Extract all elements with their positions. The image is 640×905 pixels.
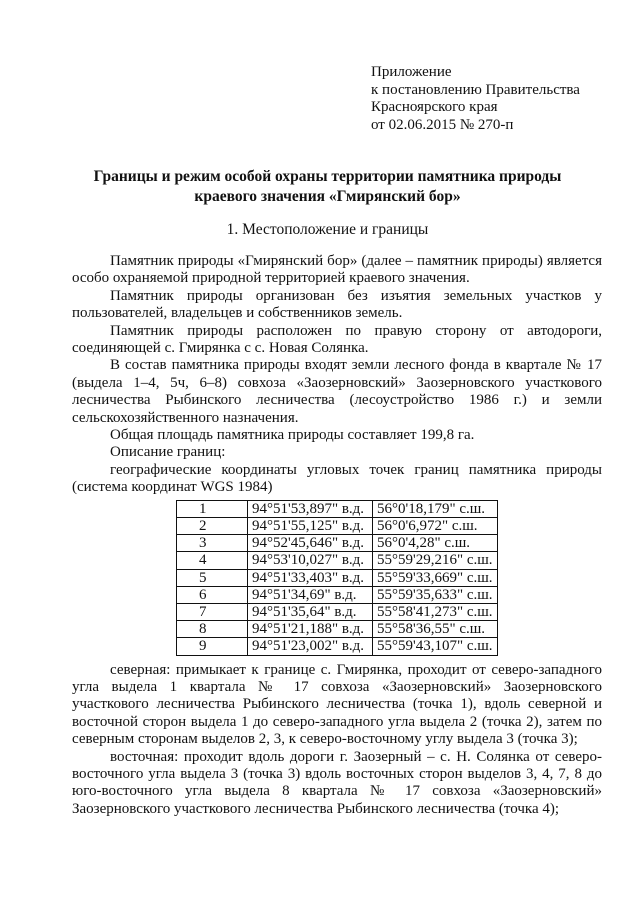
paragraph: В состав памятника природы входят земли лесного фонда в квартале № 17 (выдела 1–4, 5ч, 6–8) совхоза «Заозерновский» Заозерновского участкового лесничества Рыбинского лесничества (лесоустройство 1986 г.) и земли сельскохозяйственного назначения. — [72, 357, 602, 426]
point-number: 5 — [177, 569, 248, 586]
table-row — [177, 586, 498, 603]
longitude-cell: 94°52'45,646" в.д. — [248, 535, 373, 552]
point-number: 7 — [177, 603, 248, 620]
longitude-cell: 94°51'35,64" в.д. — [248, 603, 373, 620]
longitude-cell: 94°53'10,027" в.д. — [248, 552, 373, 569]
paragraph: Общая площадь памятника природы составляет 199,8 га. — [110, 427, 475, 444]
table-row — [177, 552, 498, 569]
point-number: 6 — [177, 586, 248, 603]
table-row — [177, 569, 498, 586]
point-number: 4 — [177, 552, 248, 569]
longitude-cell: 94°51'21,188" в.д. — [248, 621, 373, 638]
document-title-line: Границы и режим особой охраны территории памятника природы — [93, 168, 562, 185]
latitude-cell: 56°0'6,972" с.ш. — [373, 517, 498, 534]
point-number: 2 — [177, 517, 248, 534]
point-number: 8 — [177, 621, 248, 638]
section-title: 1. Местоположение и границы — [226, 221, 429, 238]
boundary-north: северная: примыкает к границе с. Гмирянка, проходит от северо-западного угла выдела 1 квартала № 17 совхоза «Заозерновский» Заозерновского участкового лесничества Рыбинского лесничества (точка 1), вдоль северной и восточной сторон выдела 1 до северо-западного угла выдела 2 (точка 2), затем по северным сторонам выделов 2, 3, к северо-восточному углу выдела 3 (точка 3); — [72, 661, 602, 748]
table-row — [177, 621, 498, 638]
table-row — [177, 517, 498, 534]
appendix-line: к постановлению Правительства — [371, 81, 580, 98]
point-number: 9 — [177, 638, 248, 655]
paragraph: Памятник природы организован без изъятия земельных участков у пользователей, владельцев и собственников земель. — [72, 287, 602, 322]
longitude-cell: 94°51'55,125" в.д. — [248, 517, 373, 534]
paragraph: географические координаты угловых точек границ памятника природы (система координат WGS 1984) — [72, 461, 602, 496]
boundary-east: восточная: проходит вдоль дороги г. Заозерный – с. Н. Солянка от северо-восточного угла выдела 3 (точка 3) вдоль восточных сторон выделов 3, 4, 7, 8 до юго-восточного угла выдела 8 квартала № 17 совхоза «Заозерновский» Заозерновского участкового лесничества Рыбинского лесничества (точка 4); — [72, 748, 602, 817]
point-number: 3 — [177, 535, 248, 552]
coordinates-table — [176, 500, 498, 656]
document-body — [72, 253, 602, 818]
longitude-cell: 94°51'34,69" в.д. — [248, 586, 373, 603]
latitude-cell: 55°59'43,107" с.ш. — [373, 638, 498, 655]
document-title-line: краевого значения «Гмирянский бор» — [194, 188, 461, 205]
appendix-line: от 02.06.2015 № 270-п — [371, 116, 514, 133]
appendix-header — [371, 64, 580, 134]
table-row — [177, 500, 498, 517]
latitude-cell: 55°59'29,216" с.ш. — [373, 552, 498, 569]
paragraph: Памятник природы «Гмирянский бор» (далее – памятник природы) является особо охраняемой природной территорией краевого значения. — [72, 253, 602, 287]
document-title — [60, 167, 595, 207]
table-row — [177, 638, 498, 655]
longitude-cell: 94°51'23,002" в.д. — [248, 638, 373, 655]
latitude-cell: 56°0'18,179" с.ш. — [373, 500, 498, 517]
latitude-cell: 55°59'33,669" с.ш. — [373, 569, 498, 586]
latitude-cell: 55°58'41,273" с.ш. — [373, 603, 498, 620]
appendix-line: Красноярского края — [371, 99, 498, 115]
appendix-line: Приложение — [371, 64, 452, 80]
boundary-descriptions — [72, 662, 602, 819]
latitude-cell: 56°0'4,28" с.ш. — [373, 535, 498, 552]
point-number: 1 — [177, 500, 248, 517]
table-row — [177, 603, 498, 620]
paragraph: Памятник природы расположен по правую сторону от автодороги, соединяющей с. Гмирянка с с. Новая Солянка. — [72, 322, 602, 357]
latitude-cell: 55°58'36,55" с.ш. — [373, 621, 498, 638]
latitude-cell: 55°59'35,633" с.ш. — [373, 586, 498, 603]
longitude-cell: 94°51'53,897" в.д. — [248, 500, 373, 517]
longitude-cell: 94°51'33,403" в.д. — [248, 569, 373, 586]
table-row — [177, 535, 498, 552]
paragraph: Описание границ: — [110, 444, 226, 461]
